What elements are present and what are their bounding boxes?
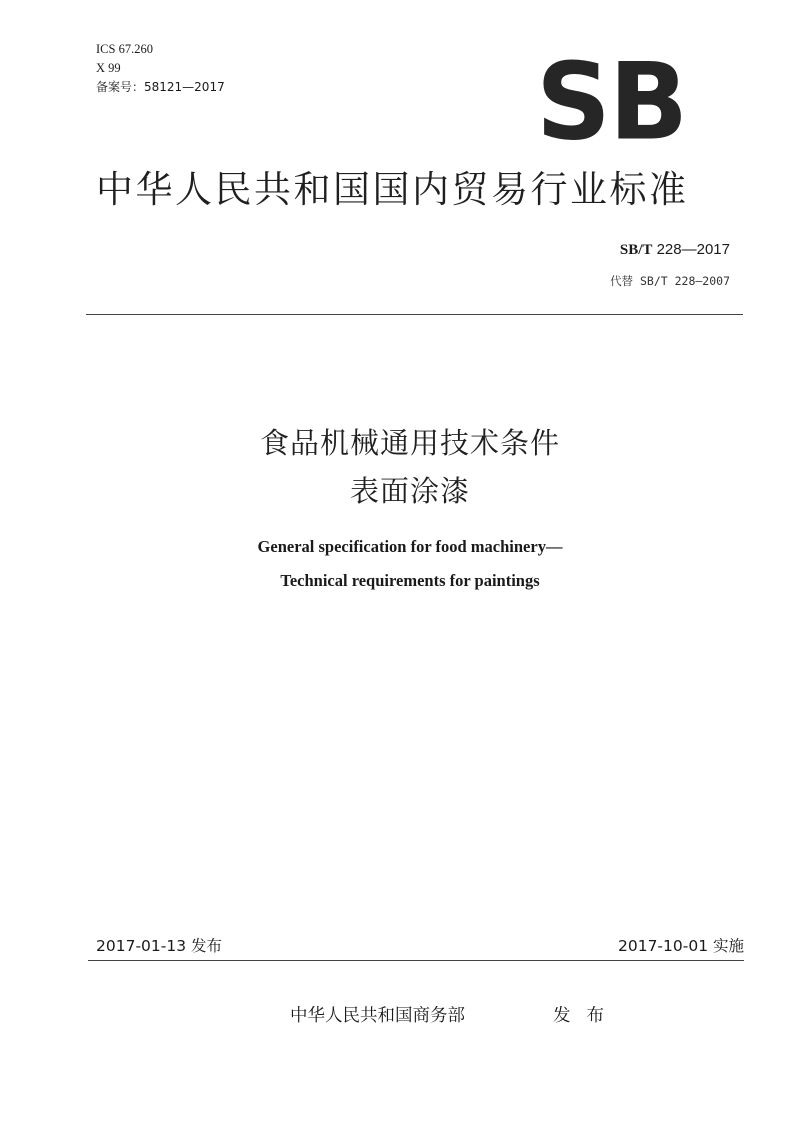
bottom-divider: [88, 960, 744, 961]
standard-number: [620, 240, 730, 259]
publisher-name: 中华人民共和国商务部: [290, 1006, 465, 1026]
standard-number-value: 228—2017: [652, 241, 730, 258]
issue-date: 2017-01-13 发布: [96, 937, 223, 955]
top-divider: [86, 314, 743, 315]
english-title-line-2: Technical requirements for paintings: [280, 571, 540, 590]
sb-logo: SB: [536, 39, 687, 165]
publish-label: 发布: [553, 1006, 620, 1026]
ics-code: ICS 67.260: [96, 42, 153, 56]
chinese-title-line-2: 表面涂漆: [349, 474, 470, 508]
standard-code: SB/T: [619, 242, 653, 258]
chinese-title-line-1: 食品机械通用技术条件: [259, 426, 560, 460]
ccs-code: X 99: [96, 61, 121, 75]
implementation-date: 2017-10-01 实施: [617, 937, 744, 955]
english-title-line-1: General specification for food machinery—: [257, 537, 563, 556]
standard-type-title: 中华人民共和国国内贸易行业标准: [96, 168, 689, 211]
classification-block: [96, 40, 225, 97]
filing-number: 备案号：58121—2017: [96, 80, 225, 94]
replaces-note: 代替 SB/T 228—2007: [610, 274, 730, 288]
